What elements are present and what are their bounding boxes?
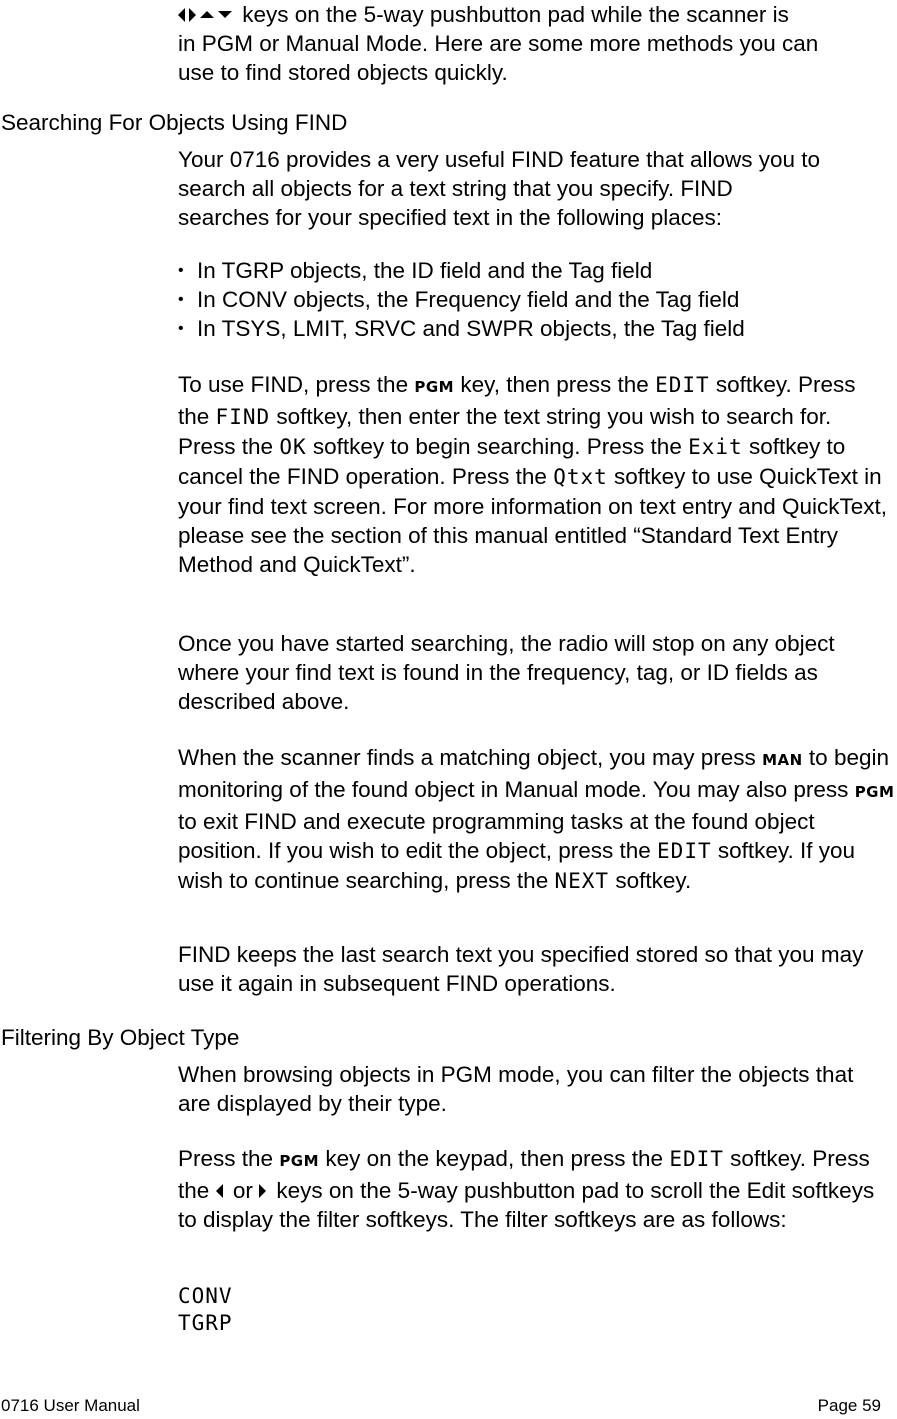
ok-softkey-label: OK — [279, 435, 307, 459]
up-arrow-icon — [200, 11, 214, 18]
footer-manual-title: 0716 User Manual — [1, 1396, 140, 1415]
left-arrow-icon — [178, 8, 185, 22]
find-stop-paragraph: Once you have started searching, the radio will stop on any object where your find text is found in the frequency, tag, or ID fields as described above. — [178, 631, 835, 714]
list-item: • In TSYS, LMIT, SRVC and SWPR objects, the Tag field — [178, 316, 745, 341]
man-key-label: MAN — [762, 751, 803, 769]
footer-page-number: Page 59 — [817, 1396, 881, 1415]
right-arrow-icon — [259, 1184, 266, 1198]
exit-softkey-label: Exit — [688, 435, 743, 459]
list-item: • In CONV objects, the Frequency field and the Tag field — [178, 287, 740, 312]
pgm-key-label: PGM — [279, 1152, 320, 1170]
find-locations-list — [178, 256, 745, 343]
pgm-key-label: PGM — [414, 378, 455, 396]
find-softkey-label: FIND — [215, 405, 271, 429]
edit-softkey-label: EDIT — [655, 373, 710, 397]
filter-softkeys-list — [178, 1283, 890, 1337]
tgrp-softkey-label: TGRP — [178, 1311, 233, 1335]
find-memory-paragraph: FIND keeps the last search text you specified stored so that you may use it again in subsequent FIND operations. — [178, 942, 864, 996]
right-arrow-icon — [189, 8, 196, 22]
intro-line-2: in PGM or Manual Mode. Here are some more methods you can — [178, 31, 819, 56]
list-item: • In TGRP objects, the ID field and the Tag field — [178, 258, 653, 283]
qtxt-softkey-label: Qtxt — [553, 465, 608, 489]
find-intro-paragraph: Your 0716 provides a very useful FIND feature that allows you to search all objects for a text string that you specify. FIND searches for your specified text in the following places: — [178, 147, 821, 230]
down-arrow-icon — [218, 11, 232, 18]
left-arrow-icon — [216, 1184, 223, 1198]
edit-softkey-label: EDIT — [669, 1147, 724, 1171]
next-softkey-label: NEXT — [554, 869, 610, 893]
conv-softkey-label: CONV — [178, 1284, 233, 1308]
filter-usage-paragraph: Press the PGM key on the keypad, then press the EDIT softkey. Press the or keys on the 5-way pushbutton pad to scroll the Edit softkeys to display the filter softkeys. The filter softkeys are as follows: — [178, 1146, 875, 1232]
intro-line-3: use to find stored objects quickly. — [178, 60, 508, 85]
filter-intro-paragraph: When browsing objects in PGM mode, you can filter the objects that are displayed by their type. — [178, 1062, 854, 1116]
intro-line-1: keys on the 5-way pushbutton pad while the scanner is — [178, 0, 890, 29]
find-section-heading: Searching For Objects Using FIND — [1, 110, 348, 135]
find-usage-paragraph: To use FIND, press the PGM key, then press the EDIT softkey. Press the FIND softkey, then enter the text string you wish to search for. Press the OK softkey to begin searching. Press the Exit softkey to cancel the FIND operation. Press the Qtxt softkey to use QuickText in your find text screen. For more information on text entry and QuickText, please see the section of this manual entitled “Standard Text Entry Method and QuickText”. — [178, 372, 888, 577]
filter-section-heading: Filtering By Object Type — [1, 1025, 240, 1050]
edit-softkey-label: EDIT — [657, 839, 712, 863]
find-match-paragraph: When the scanner finds a matching object, you may press MAN to begin monitoring of the found object in Manual mode. You may also press PGM to exit FIND and execute programming tasks at the found object position. If you wish to edit the object, press the EDIT softkey. If you wish to continue searching, press the NEXT softkey. — [178, 745, 895, 893]
pgm-key-label: PGM — [854, 783, 895, 801]
intro-paragraph — [178, 0, 890, 87]
